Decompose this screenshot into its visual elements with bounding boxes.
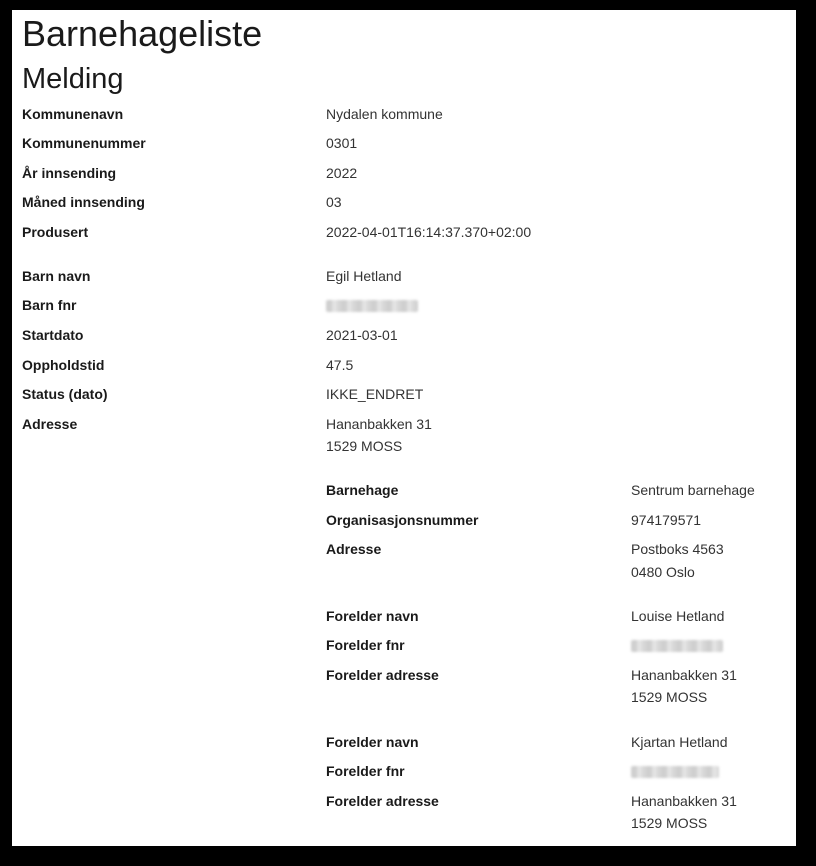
barnehage-label: Barnehage	[326, 482, 399, 498]
produsert-value: 2022-04-01T16:14:37.370+02:00	[326, 224, 532, 240]
aar-innsending-label: År innsending	[22, 165, 117, 181]
barnehage-adresse-line1: Postboks 4563	[631, 541, 724, 557]
status-label: Status (dato)	[22, 386, 108, 402]
aar-innsending-value: 2022	[326, 165, 358, 181]
forelder-navn-label: Forelder navn	[326, 734, 419, 750]
forelder-adresse-line2: 1529 MOSS	[631, 815, 708, 831]
barn-adresse-label: Adresse	[22, 416, 78, 432]
kommunenavn-value: Nydalen kommune	[326, 106, 443, 122]
barn-navn-value: Egil Hetland	[326, 268, 402, 284]
orgnr-label: Organisasjonsnummer	[326, 512, 479, 528]
barn-navn-label: Barn navn	[22, 268, 91, 284]
forelder-fnr-redacted	[631, 766, 719, 778]
orgnr-value: 974179571	[631, 512, 702, 528]
status-value: IKKE_ENDRET	[326, 386, 424, 402]
forelder-fnr-label: Forelder fnr	[326, 763, 405, 779]
forelder-adresse-line1: Hananbakken 31	[631, 793, 737, 809]
forelder-navn-value: Louise Hetland	[631, 608, 725, 624]
kommunenummer-value: 0301	[326, 135, 358, 151]
forelder-navn-value: Kjartan Hetland	[631, 734, 728, 750]
barn-fnr-redacted	[326, 300, 418, 312]
forelder-adresse-label: Forelder adresse	[326, 667, 439, 683]
barn-adresse-line2: 1529 MOSS	[326, 438, 403, 454]
barnehage-adresse-label: Adresse	[326, 541, 382, 557]
produsert-label: Produsert	[22, 224, 89, 240]
startdato-value: 2021-03-01	[326, 327, 398, 343]
barn-adresse-line1: Hananbakken 31	[326, 416, 432, 432]
kommunenummer-label: Kommunenummer	[22, 135, 146, 151]
maaned-innsending-value: 03	[326, 194, 342, 210]
forelder-fnr-redacted	[631, 640, 723, 652]
page-title: Barnehageliste	[22, 13, 263, 54]
oppholdstid-value: 47.5	[326, 357, 354, 373]
document-page	[12, 10, 796, 846]
kommunenavn-label: Kommunenavn	[22, 106, 124, 122]
forelder-adresse-line2: 1529 MOSS	[631, 689, 708, 705]
maaned-innsending-label: Måned innsending	[22, 194, 145, 210]
oppholdstid-label: Oppholdstid	[22, 357, 105, 373]
barnehage-value: Sentrum barnehage	[631, 482, 755, 498]
barn-fnr-label: Barn fnr	[22, 297, 77, 313]
barnehage-adresse-line2: 0480 Oslo	[631, 564, 695, 580]
forelder-fnr-label: Forelder fnr	[326, 637, 405, 653]
forelder-adresse-line1: Hananbakken 31	[631, 667, 737, 683]
startdato-label: Startdato	[22, 327, 84, 343]
page-subtitle: Melding	[22, 63, 124, 95]
forelder-adresse-label: Forelder adresse	[326, 793, 439, 809]
forelder-navn-label: Forelder navn	[326, 608, 419, 624]
